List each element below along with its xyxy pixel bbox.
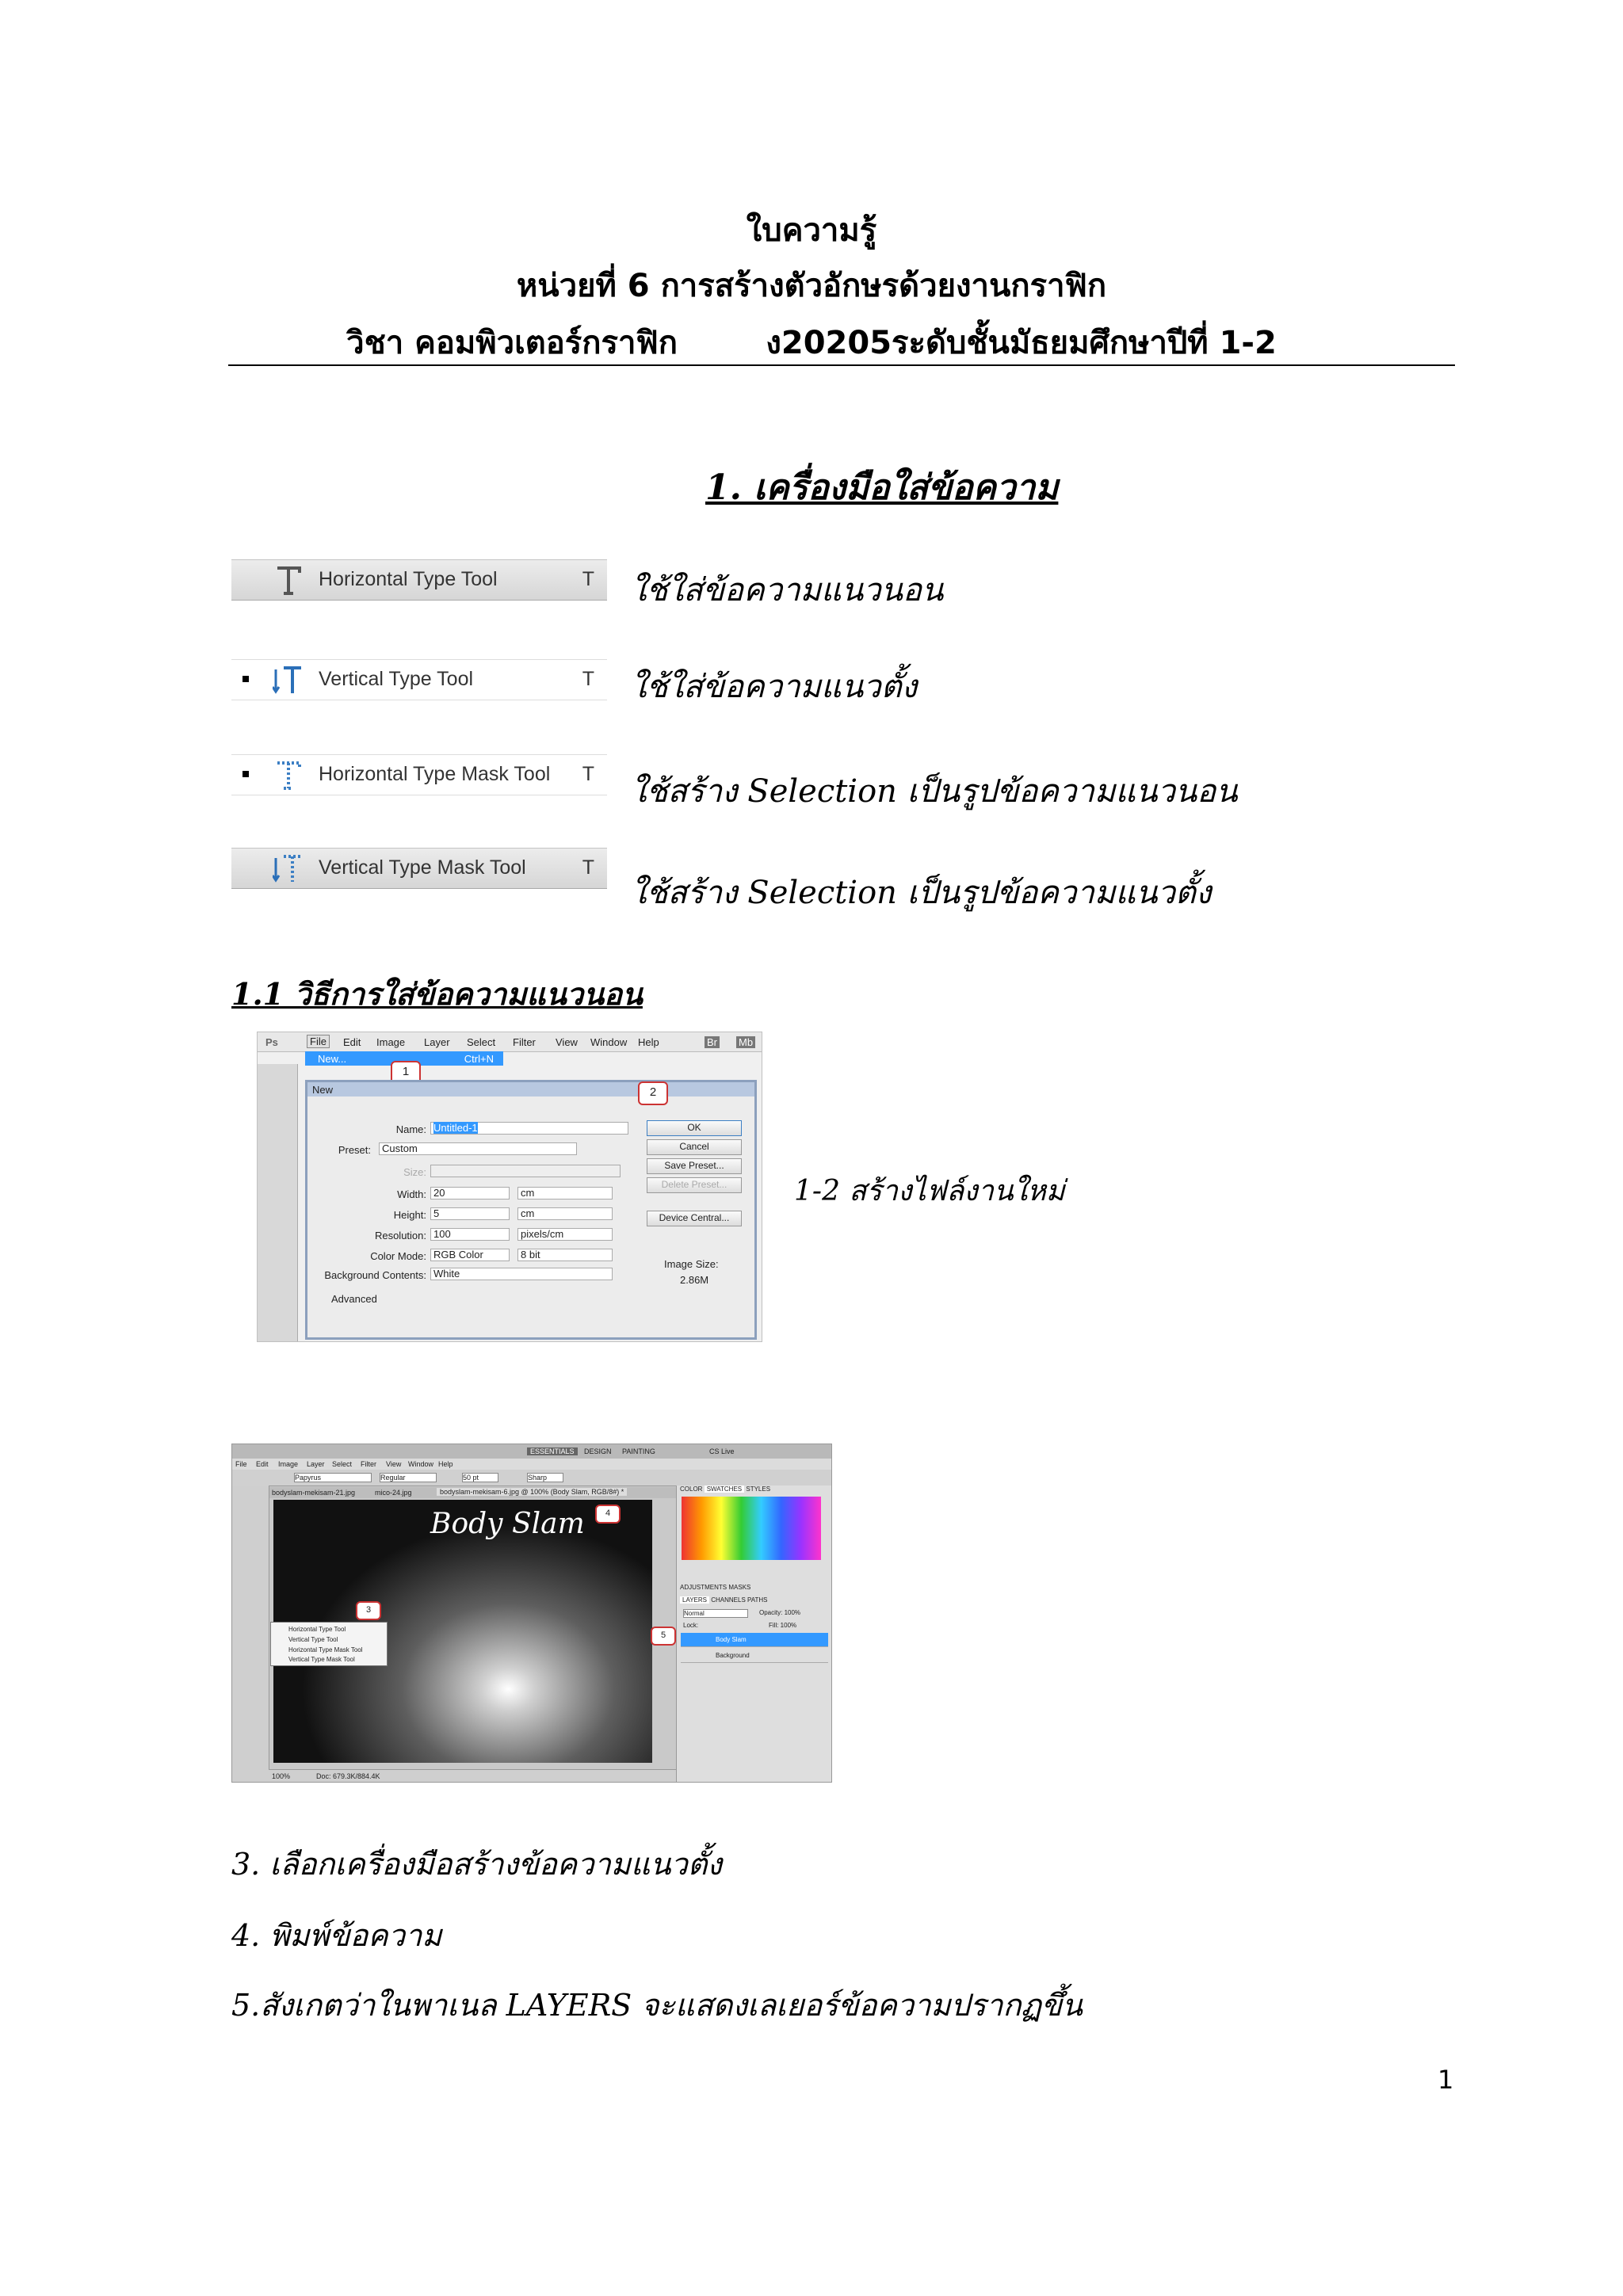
tool-shortcut: T (582, 568, 594, 590)
fill-field[interactable]: Fill: 100% (769, 1622, 797, 1629)
menu-edit[interactable]: Edit (343, 1036, 361, 1048)
tool-shortcut: T (582, 763, 594, 785)
new-dialog (305, 1080, 757, 1340)
name-label: Name: (395, 1123, 426, 1135)
tool-description: ใช้ใส่ข้อความแนวตั้ง (631, 669, 918, 705)
menu-view[interactable]: View (386, 1460, 402, 1468)
layer-background[interactable]: Background (681, 1649, 828, 1663)
image-size-label: Image Size: (664, 1258, 719, 1270)
tool-name: Horizontal Type Mask Tool (319, 763, 551, 785)
unit-title: หน่วยที่ 6 การสร้างตัวอักษรด้วยงานกราฟิก (516, 268, 1107, 304)
doc-tab[interactable]: mico-24.jpg (375, 1489, 412, 1497)
bridge-button[interactable]: Br (705, 1036, 720, 1048)
workspace-screenshot (231, 1444, 832, 1783)
tool-description: ใช้สร้าง Selection เป็นรูปข้อความแนวนอน (631, 773, 1238, 810)
tool-strip-vertical-type (231, 659, 607, 700)
tool-strip-horizontal-type-mask (231, 754, 607, 795)
opacity-field[interactable]: Opacity: 100% (759, 1609, 801, 1616)
color-bits-select[interactable]: 8 bit (517, 1249, 613, 1261)
ok-button[interactable]: OK (647, 1120, 742, 1136)
color-mode-label: Color Mode: (370, 1250, 426, 1262)
menu-bar (258, 1032, 762, 1052)
bullet-icon (242, 771, 249, 777)
status-bar (269, 1769, 676, 1783)
height-unit-select[interactable]: cm (517, 1207, 613, 1220)
doc-size: Doc: 679.3K/884.4K (316, 1772, 380, 1780)
menu-edit[interactable]: Edit (256, 1460, 269, 1468)
caption-create-file: 1-2 สร้างไฟล์งานใหม่ (794, 1175, 1065, 1207)
advanced-toggle[interactable]: Advanced (331, 1293, 377, 1305)
tools-panel (258, 1064, 298, 1341)
device-central-button[interactable]: Device Central... (647, 1211, 742, 1226)
course-title: วิชา คอมพิวเตอร์กราฟิก ง20205ระดับชั้นมัธยมศึกษาปีที่ 1-2 (346, 325, 1277, 361)
menu-view[interactable]: View (556, 1036, 578, 1048)
step-5: 5.สังเกตว่าในพาเนล LAYERS จะแสดงเลเยอร์ข้อความปรากฏขึ้น (231, 1988, 1083, 2023)
resolution-field[interactable]: 100 (430, 1228, 510, 1241)
workspace-painting[interactable]: PAINTING (622, 1447, 655, 1455)
application-bar (232, 1444, 831, 1459)
menu-image[interactable]: Image (376, 1036, 406, 1048)
tool-name: Vertical Type Mask Tool (319, 856, 526, 879)
menu-help[interactable]: Help (638, 1036, 659, 1048)
height-field[interactable]: 5 (430, 1207, 510, 1220)
tool-name: Horizontal Type Tool (319, 568, 498, 590)
menu-layer[interactable]: Layer (424, 1036, 450, 1048)
font-size-select[interactable]: 50 pt (462, 1473, 498, 1482)
delete-preset-button[interactable]: Delete Preset... (647, 1177, 742, 1193)
resolution-label: Resolution: (374, 1230, 426, 1241)
tool-description: ใช้ใส่ข้อความแนวนอน (631, 572, 944, 608)
width-unit-select[interactable]: cm (517, 1187, 613, 1199)
zoom-level[interactable]: 100% (272, 1772, 291, 1780)
image-size-value: 2.86M (680, 1274, 709, 1286)
menu-file[interactable]: File (307, 1035, 330, 1048)
width-field[interactable]: 20 (430, 1187, 510, 1199)
tool-shortcut: T (582, 856, 594, 879)
ps-logo: Ps (265, 1036, 278, 1048)
menu-file[interactable]: File (235, 1460, 247, 1468)
page-heading: ใบความรู้ (746, 212, 877, 249)
mini-bridge-button[interactable]: Mb (736, 1036, 755, 1048)
header-rule (228, 364, 1455, 366)
bullet-icon (242, 676, 249, 682)
swatch-grid[interactable] (682, 1497, 821, 1560)
callout-1: 1 (391, 1061, 421, 1085)
menu-layer[interactable]: Layer (307, 1460, 325, 1468)
type-tool-icon (273, 563, 304, 597)
step-4: 4. พิมพ์ข้อความ (231, 1918, 442, 1953)
new-document-screenshot (257, 1032, 762, 1342)
menu-window[interactable]: Window (590, 1036, 628, 1048)
menu-window[interactable]: Window (408, 1460, 434, 1468)
file-new-menu-item[interactable]: New... Ctrl+N (305, 1051, 503, 1066)
canvas-text: Body Slam (430, 1508, 585, 1540)
vertical-type-tool-icon (273, 663, 304, 696)
tool-strip-vertical-type-mask (231, 848, 607, 889)
color-mode-select[interactable]: RGB Color (430, 1249, 510, 1261)
doc-tab-active[interactable]: bodyslam-mekisam-6.jpg @ 100% (Body Slam, RGB/8#) * (437, 1488, 627, 1496)
workspace-design[interactable]: DESIGN (584, 1447, 612, 1455)
menu-filter[interactable]: Filter (513, 1036, 536, 1048)
options-bar (232, 1470, 831, 1486)
vertical-type-mask-icon (273, 852, 304, 885)
subsection-title: 1.1 วิธีการใส่ข้อความแนวนอน (231, 976, 643, 1012)
cancel-button[interactable]: Cancel (647, 1139, 742, 1155)
callout-3: 3 (356, 1601, 381, 1620)
blend-mode-select[interactable]: Normal (683, 1609, 748, 1618)
layer-text[interactable]: Body Slam (681, 1633, 828, 1647)
callout-4: 4 (595, 1505, 621, 1524)
resolution-unit-select[interactable]: pixels/cm (517, 1228, 613, 1241)
tools-panel (232, 1486, 269, 1782)
cs-live-button[interactable]: CS Live (709, 1447, 735, 1455)
dialog-titlebar: New (307, 1082, 754, 1097)
menu-image[interactable]: Image (278, 1460, 299, 1468)
size-label: Size: (403, 1166, 426, 1178)
background-select[interactable]: White (430, 1268, 613, 1280)
preset-select[interactable]: Custom (379, 1142, 577, 1155)
horizontal-type-mask-icon (273, 758, 304, 791)
menu-bar (232, 1459, 831, 1470)
type-tool-flyout (270, 1622, 388, 1666)
document-tabs (269, 1487, 676, 1498)
size-select (430, 1165, 621, 1177)
background-label: Background Contents: (324, 1269, 426, 1281)
menu-select[interactable]: Select (332, 1460, 353, 1468)
tool-strip-horizontal-type (231, 559, 607, 601)
flyout-horizontal-mask[interactable]: Horizontal Type Mask Tool (288, 1646, 363, 1653)
step-3: 3. เลือกเครื่องมือสร้างข้อความแนวตั้ง (231, 1847, 722, 1882)
tool-shortcut: T (582, 668, 594, 690)
menu-filter[interactable]: Filter (361, 1460, 376, 1468)
callout-5: 5 (651, 1627, 676, 1646)
menu-select[interactable]: Select (467, 1036, 496, 1048)
workspace-essentials[interactable]: ESSENTIALS (527, 1447, 578, 1455)
doc-tab[interactable]: bodyslam-mekisam-21.jpg (272, 1489, 356, 1497)
page-number: 1 (1438, 2065, 1454, 2095)
width-label: Width: (397, 1188, 426, 1200)
tool-name: Vertical Type Tool (319, 668, 474, 690)
height-label: Height: (393, 1209, 426, 1221)
flyout-vertical-mask[interactable]: Vertical Type Mask Tool (288, 1656, 355, 1663)
tool-description: ใช้สร้าง Selection เป็นรูปข้อความแนวตั้ง (631, 875, 1212, 911)
font-family-select[interactable]: Papyrus (294, 1473, 372, 1482)
callout-2: 2 (638, 1081, 668, 1105)
antialias-select[interactable]: Sharp (527, 1473, 563, 1482)
save-preset-button[interactable]: Save Preset... (647, 1158, 742, 1174)
menu-help[interactable]: Help (438, 1460, 453, 1468)
section-title: 1. เครื่องมือใส่ข้อความ (705, 467, 1059, 508)
name-field[interactable]: Untitled-1 (430, 1122, 628, 1135)
layers-tabs: LAYERS CHANNELS PATHS (680, 1596, 768, 1604)
font-style-select[interactable]: Regular (380, 1473, 437, 1482)
flyout-horizontal-type[interactable]: Horizontal Type Tool (288, 1626, 346, 1633)
flyout-vertical-type[interactable]: Vertical Type Tool (288, 1636, 338, 1643)
preset-label: Preset: (338, 1144, 371, 1156)
lock-label: Lock: (683, 1622, 699, 1629)
swatch-tabs: COLOR SWATCHES STYLES (680, 1486, 771, 1493)
adjustments-tabs: ADJUSTMENTS MASKS (680, 1584, 751, 1591)
